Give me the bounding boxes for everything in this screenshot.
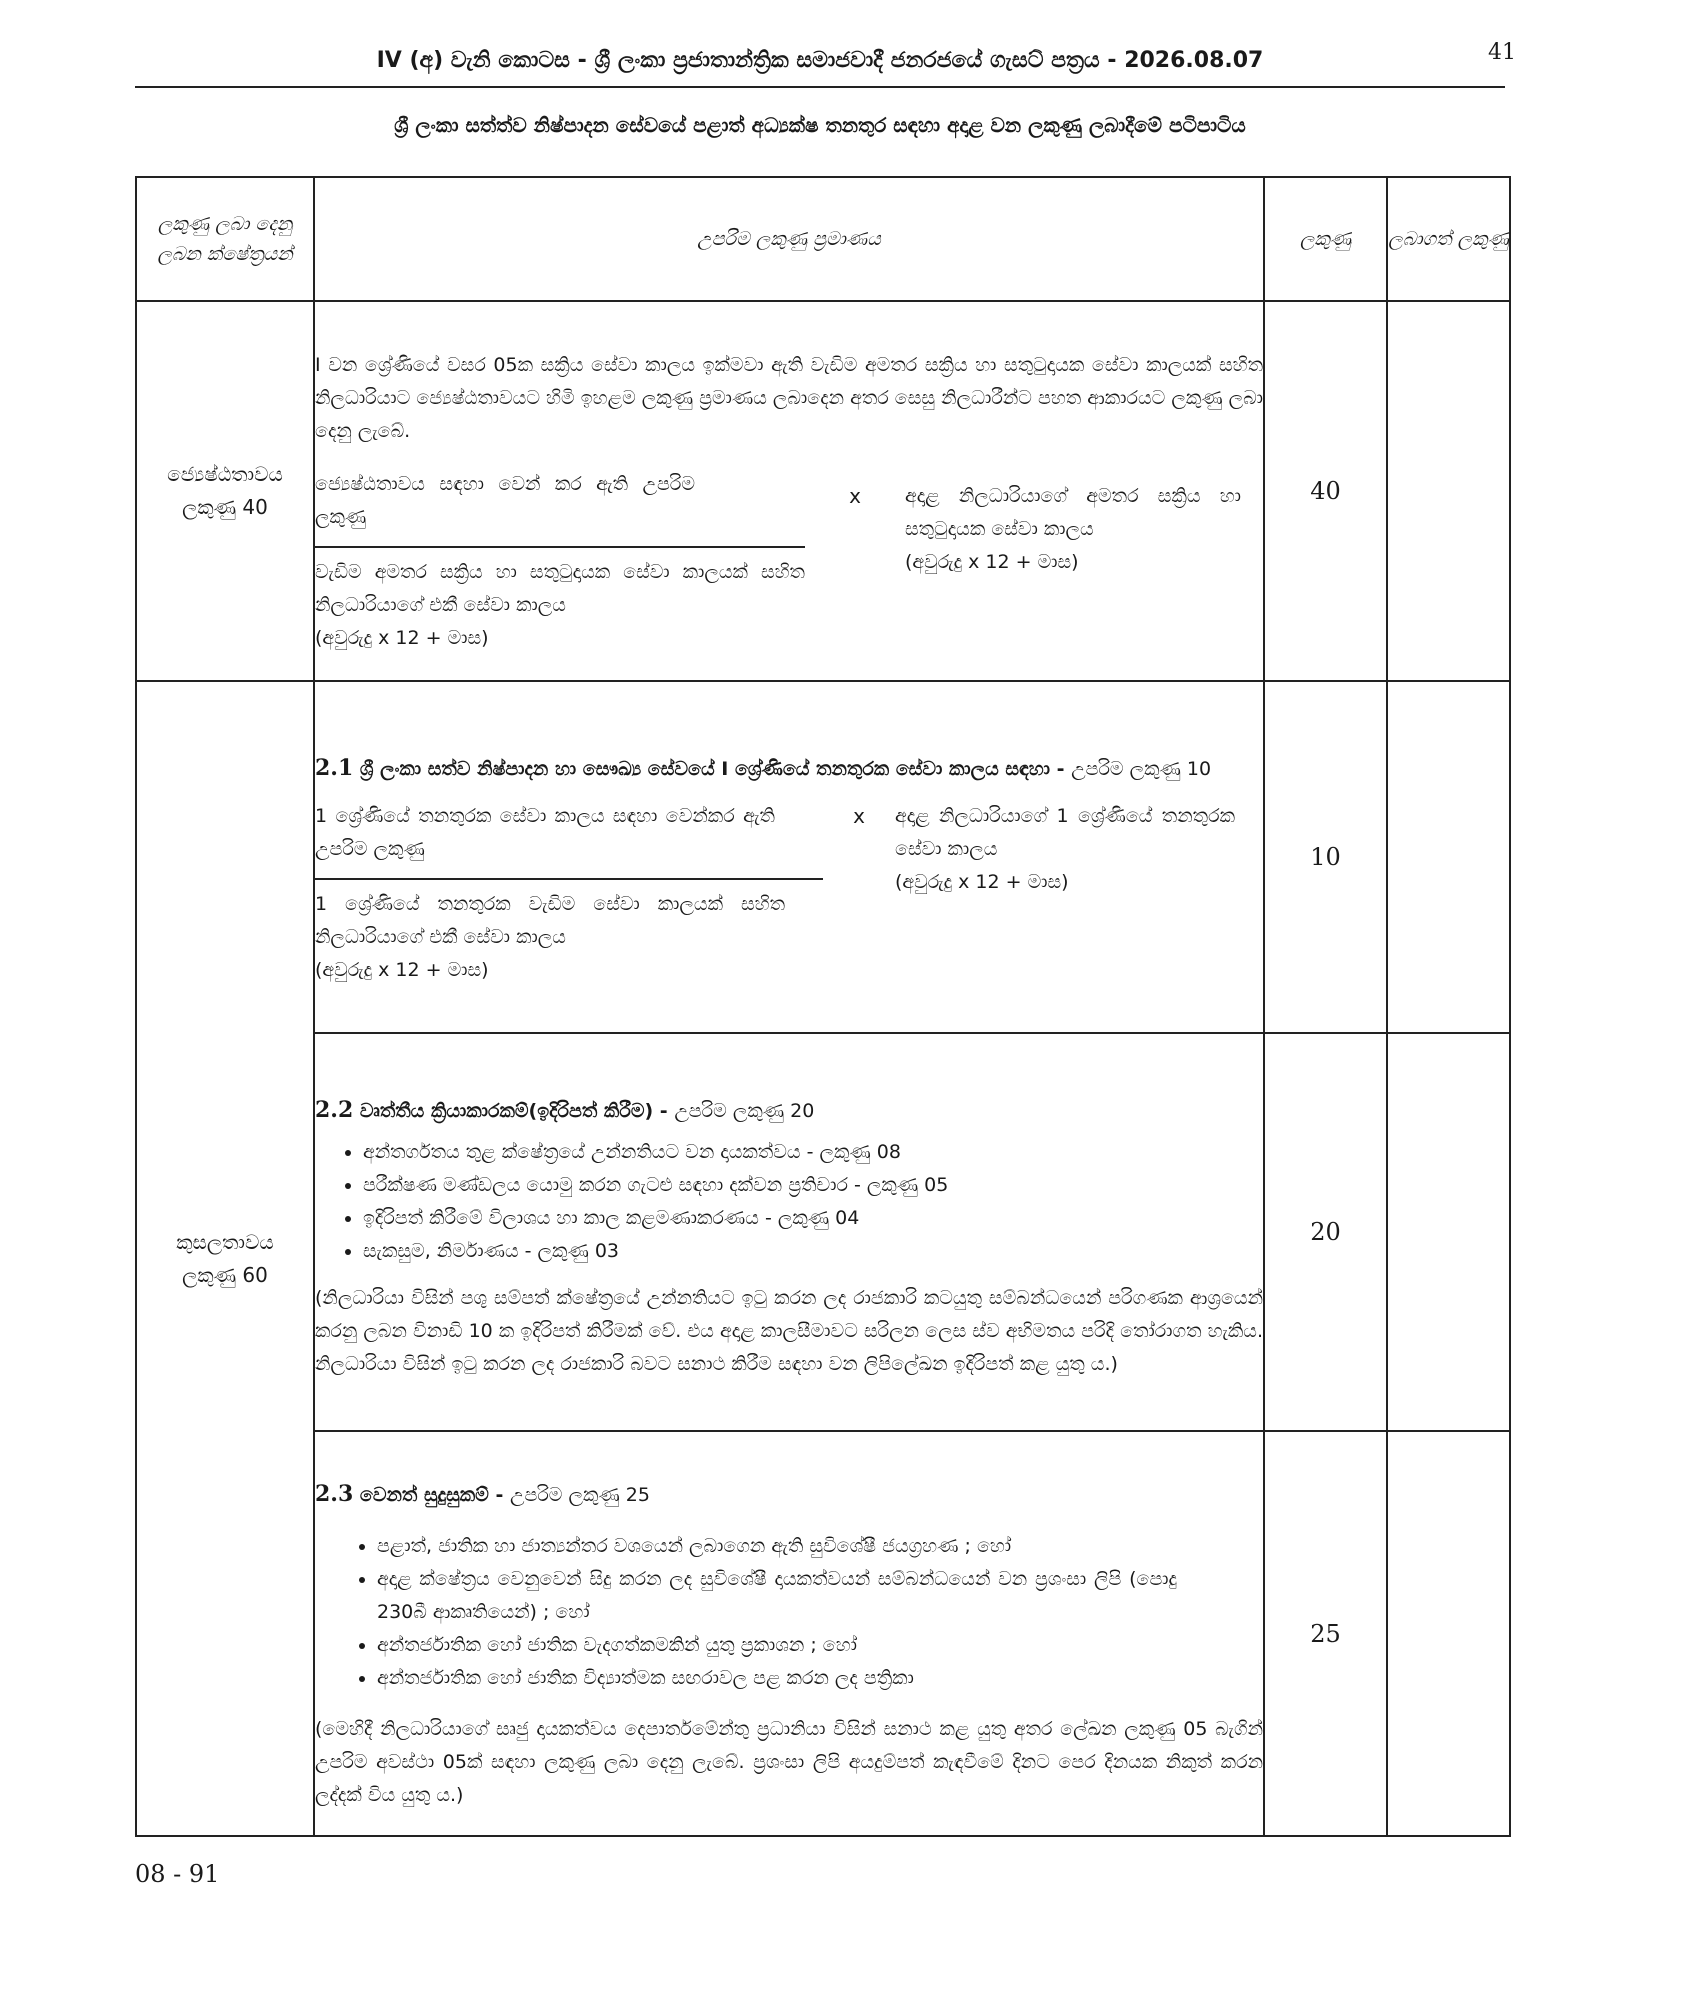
seniority-denominator-unit: (අවුරුදු x 12 + මාස) <box>315 627 489 649</box>
section-2-1-number: 2.1 <box>315 754 354 781</box>
section-2-1-fraction <box>315 800 823 987</box>
seniority-area-label: ජ්‍යෙෂ්ඨතාවය <box>167 462 283 486</box>
seniority-denominator: වැඩිම අමතර සක්‍රිය හා සතුටුදායක සේවා කාලයක් සහිත නිලධාරියාගේ එකී සේවා කාලය <box>315 561 805 616</box>
seniority-criteria <box>314 301 1264 681</box>
seniority-multiplier <box>905 468 1241 579</box>
section-2-2-marks: 20 <box>1264 1033 1387 1431</box>
fraction-line <box>315 546 805 548</box>
seniority-area <box>136 301 314 681</box>
table-row-seniority <box>136 301 1510 681</box>
section-2-1-multiplier-unit: (අවුරුදු x 12 + මාස) <box>895 870 1069 893</box>
list-item: • අන්තර්ජාතික හෝ ජාතික වැදගත්කමකින් යුතු ප්‍රකාශන ; හෝ <box>377 1629 1177 1662</box>
section-2-3-heading <box>315 1478 1263 1512</box>
section-2-1-multiplier <box>895 800 1241 899</box>
section-2-2-obtained-cell <box>1387 1033 1510 1431</box>
header-criteria: උපරිම ලකුණු ප්‍රමාණය <box>314 177 1264 301</box>
section-2-1-title: ශ්‍රී ලංකා සත්ව නිෂ්පාදන හා සෞඛ්‍ය සේවයේ I ශ්‍රේණියේ තනතුරක සේවා කාලය සඳහා - <box>359 757 1065 780</box>
header-marks: ලකුණු <box>1264 177 1387 301</box>
section-2-3-note: (මෙහිදී නිලධාරියාගේ සෘජු දායකත්වය දෙපාර්තමේන්තු ප්‍රධානියා විසින් සනාථ කළ යුතු අතර ලේඛන ලකුණු 05 බැගින් උපරිම අවස්ථා 05ක් සඳහා ලකුණු ලබා දෙනු ලැබේ. ප්‍රශංසා ලිපි අයදුම්පත් කැඳවීමේ දිනට පෙර දිනයක නිකුත් කරන ලද්දක් විය යුතු ය.) <box>315 1717 1263 1806</box>
seniority-marks: 40 <box>1264 301 1387 681</box>
seniority-fraction <box>315 468 805 655</box>
section-2-2-bullet-list <box>315 1136 1263 1268</box>
list-item: • අන්තර්ජාතික හෝ ජාතික විද්‍යාත්මක සඟරාවල පළ කරන ලද පත්‍රිකා <box>377 1662 1177 1695</box>
multiply-sign: x <box>849 484 861 508</box>
list-item: • පළාත්, ජාතික හා ජාත්‍යන්තර වශයෙන් ලබාගෙන ඇති සුවිශේෂී ජයග්‍රහණ ; හෝ <box>377 1530 1177 1563</box>
section-2-2-heading <box>315 1094 1263 1128</box>
section-2-3-bullet-list <box>315 1530 1177 1695</box>
section-2-1-heading <box>315 752 1263 786</box>
section-2-2-title: වෘත්තීය ක්‍රියාකාරකම්(ඉදිරිපත් කිරීම) - <box>359 1099 668 1122</box>
table-row-2-2 <box>136 1033 1510 1431</box>
seniority-multiplier-text: අදාළ නිලධාරියාගේ අමතර සක්‍රිය හා සතුටුදායක සේවා කාලය <box>905 485 1241 540</box>
section-2-1-obtained-cell <box>1387 681 1510 1033</box>
table-header-row <box>136 177 1510 301</box>
footer-code: 08 - 91 <box>135 1860 220 1888</box>
section-2-1-denominator-unit: (අවුරුදු x 12 + මාස) <box>315 958 489 981</box>
section-2-2-number: 2.2 <box>315 1096 354 1123</box>
list-item: • අදාළ ක්ෂේත්‍රය වෙනුවෙන් සිදු කරන ලද සුවිශේෂී දායකත්වයන් සම්බන්ධයෙන් වන ප්‍රශංසා ලිපි (පොදු 230බී ආකෘතියෙන්) ; හෝ <box>377 1563 1177 1629</box>
multiply-sign: x <box>853 803 865 828</box>
list-item: • සැකසුම, නිර්මාණය - ලකුණු 03 <box>363 1235 1263 1268</box>
section-2-1-max: උපරිම ලකුණු 10 <box>1071 757 1212 780</box>
section-2-1-formula <box>315 800 1263 987</box>
section-2-1-criteria <box>314 681 1264 1033</box>
header-area: ලකුණු ලබා දෙනු ලබන ක්ෂේත්‍රයන් <box>136 177 314 301</box>
seniority-area-marks: ලකුණු 40 <box>182 495 268 519</box>
section-2-3-obtained-cell <box>1387 1431 1510 1836</box>
list-item: • ඉදිරිපත් කිරීමේ විලාශය හා කාල කළමණාකරණය - ලකුණු 04 <box>363 1202 1263 1235</box>
efficiency-area <box>136 681 314 1836</box>
section-2-3-max: උපරිම ලකුණු 25 <box>509 1483 650 1506</box>
section-2-3-marks: 25 <box>1264 1431 1387 1836</box>
section-2-1-marks: 10 <box>1264 681 1387 1033</box>
seniority-intro: I වන ශ්‍රේණියේ වසර 05ක සක්‍රිය සේවා කාලය ඉක්මවා ඇති වැඩිම අමතර සක්‍රිය හා සතුටුදායක සේවා කාලයක් සහිත නිලධාරියාට ජ්‍යෙෂ්ඨතාවයට හිමි ඉහළම ලකුණු ප්‍රමාණය ලබාදෙන අතර සෙසු නිලධාරීන්ට පහත ආකාරයට ලකුණු ලබා දෙනු ලැබේ. <box>315 354 1263 442</box>
seniority-multiplier-unit: (අවුරුදු x 12 + මාස) <box>905 551 1079 573</box>
list-item: • පරීක්ෂණ මණ්ඩලය යොමු කරන ගැටළු සඳහා දක්වන ප්‍රතිචාර - ලකුණු 05 <box>363 1169 1263 1202</box>
section-2-3-title: වෙනත් සුදුසුකම් - <box>359 1483 504 1506</box>
table-row-2-1 <box>136 681 1510 1033</box>
section-2-1-numerator: 1 ශ්‍රේණියේ තනතුරක සේවා කාලය සඳහා වෙන්කර ඇති උපරිම ලකුණු <box>315 804 775 860</box>
marking-scheme-table <box>135 176 1511 1837</box>
document-title: ශ්‍රී ලංකා සත්ත්ව නිෂ්පාදන සේවයේ පළාත් අධ්‍යක්ෂ තනතුර සඳහා අදාළ වන ලකුණු ලබාදීමේ පටිපාටිය <box>394 113 1246 137</box>
section-2-2-note: (නිලධාරියා විසින් පශු සම්පත් ක්ෂේත්‍රයේ උන්නතියට ඉටු කරන ලද රාජකාරි කටයුතු සම්බන්ධයෙන් පරිගණක ආශ්‍රයෙන් කරනු ලබන විනාඩි 10 ක ඉදිරිපත් කිරීමක් වේ. එය අදාළ කාලසීමාවට සරිලන ලෙස ස්ව අභිමතය පරිදි තෝරාගත හැකිය. නිලධාරියා විසින් ඉටු කරන ලද රාජකාරි බවට සනාථ කිරීම සඳහා වන ලිපිලේඛන ඉදිරිපත් කළ යුතු ය.) <box>315 1286 1263 1375</box>
page-header <box>135 40 1505 88</box>
seniority-formula <box>315 468 1263 655</box>
efficiency-area-marks: ලකුණු 60 <box>182 1262 268 1287</box>
header-obtained: ලබාගත් ලකුණු <box>1387 177 1510 301</box>
section-2-2-criteria <box>314 1033 1264 1431</box>
section-2-2-max: උපරිම ලකුණු 20 <box>674 1099 815 1122</box>
section-2-1-denominator: 1 ශ්‍රේණියේ තනතුරක වැඩිම සේවා කාලයක් සහිත නිලධාරියාගේ එකී සේවා කාලය <box>315 892 785 948</box>
page-number: 41 <box>1488 40 1516 65</box>
section-2-3-number: 2.3 <box>315 1480 354 1507</box>
seniority-obtained-cell <box>1387 301 1510 681</box>
seniority-numerator: ජ්‍යෙෂ්ඨතාවය සඳහා වෙන් කර ඇති උපරිම ලකුණු <box>315 473 695 528</box>
list-item: • අන්තර්ගතය තුළ ක්ෂේත්‍රයේ උන්නතියට වන දායකත්වය - ලකුණු 08 <box>363 1136 1263 1169</box>
gazette-header-title: IV (අ) වැනි කොටස - ශ්‍රී ලංකා ප්‍රජාතාන්ත්‍රික සමාජවාදී ජනරජයේ ගැසට් පත්‍රය - 2026.08.07 <box>376 48 1264 73</box>
fraction-line <box>315 878 823 880</box>
section-2-3-criteria <box>314 1431 1264 1836</box>
section-2-1-multiplier-text: අදාළ නිලධාරියාගේ 1 ශ්‍රේණියේ තනතුරක සේවා කාලය <box>895 804 1235 860</box>
table-row-2-3 <box>136 1431 1510 1836</box>
efficiency-area-label: කුසලතාවය <box>176 1229 274 1254</box>
